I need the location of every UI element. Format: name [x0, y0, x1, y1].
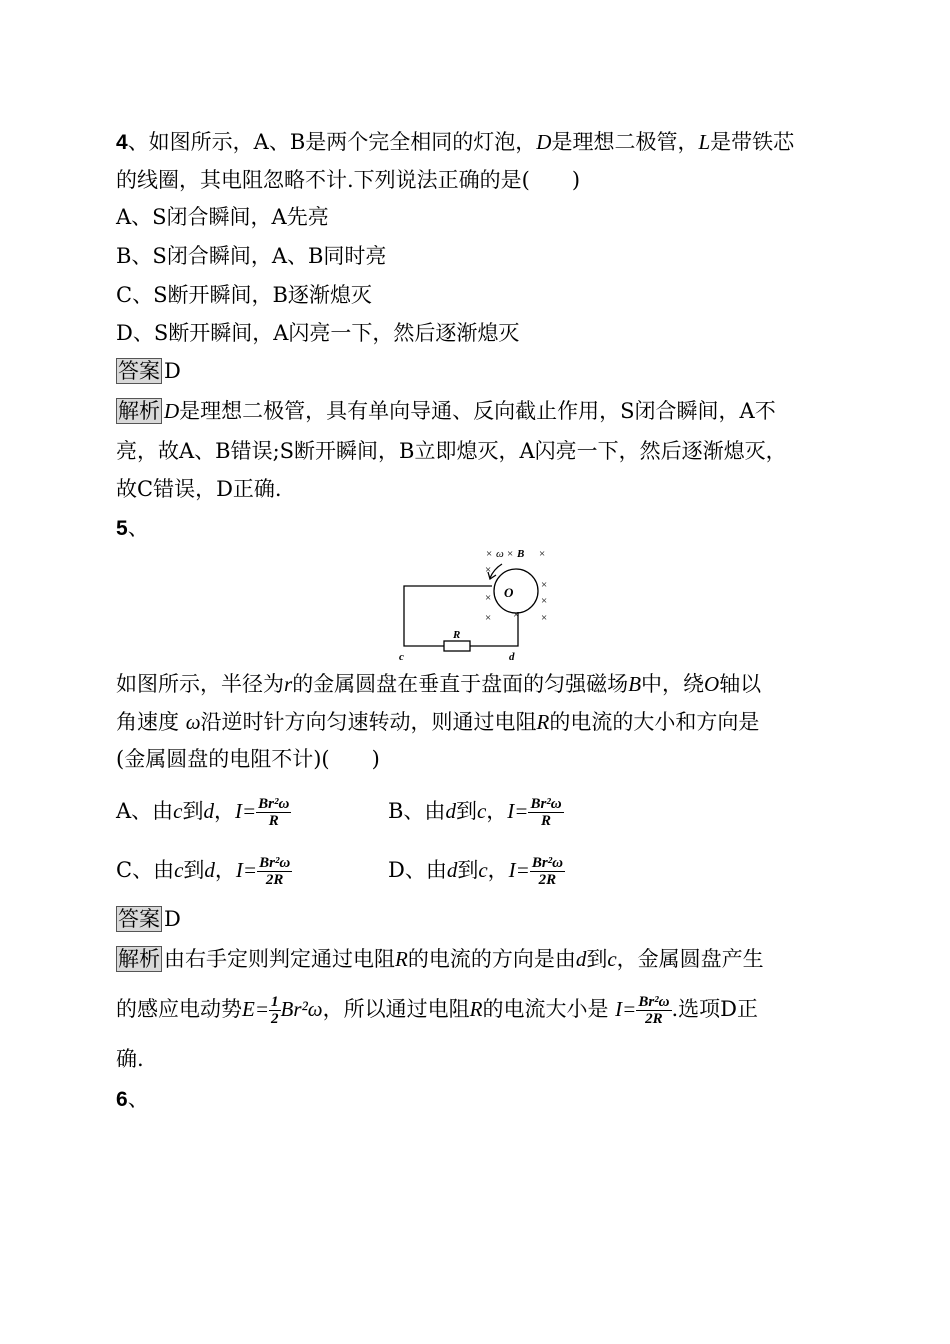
answer-value: D: [164, 359, 181, 383]
field-cross: ×: [507, 548, 514, 560]
q4-answer: [116, 357, 181, 385]
fraction: $\frac{\text{Br²ω}}{R}$: [530, 796, 562, 829]
q4-analysis-line2: 亮，故A、B错误;S断开瞬间，B立即熄灭，A闪亮一下，然后逐渐熄灭，: [116, 439, 787, 463]
q5-number: 5: [116, 517, 128, 540]
q5-option-a: A、由c到d，I= $\frac{\text{Br²ω}}{R}$: [116, 796, 290, 829]
q4-option-b: B、S闭合瞬间，A、B同时亮: [116, 244, 387, 268]
q5-stem-line1: 如图所示，半径为r的金属圆盘在垂直于盘面的匀强磁场B中，绕O轴以: [116, 672, 762, 696]
answer-tag: 答案: [118, 359, 160, 383]
fraction: $\frac{\text{Br²ω}}{R}$: [258, 796, 290, 829]
omega-label: ω: [496, 548, 504, 560]
field-cross: ×: [485, 592, 492, 604]
field-cross: ×: [541, 612, 548, 624]
field-cross: ×: [486, 548, 493, 560]
q4-stem-line1: 4、如图所示，A、B是两个完全相同的灯泡，D是理想二极管，L是带铁芯: [116, 130, 795, 154]
fraction: $\frac{\text{Br²ω}}{2R}$: [531, 855, 564, 888]
q5-heading: 5、: [116, 516, 149, 540]
field-cross: ×: [539, 548, 546, 560]
q5-option-b: B、由d到c，I= $\frac{\text{Br²ω}}{R}$: [388, 796, 562, 829]
field-cross: ×: [541, 595, 548, 607]
point-c-label: c: [399, 651, 404, 662]
analysis-tag: 解析: [118, 947, 160, 971]
point-d-label: d: [509, 651, 515, 662]
center-O-label: O: [504, 585, 514, 600]
analysis-tag: 解析: [118, 399, 160, 423]
metal-disk: [494, 569, 538, 613]
field-B-label: B: [517, 548, 525, 560]
field-cross: ×: [541, 579, 548, 591]
q4-option-c: C、S断开瞬间，B逐渐熄灭: [116, 283, 372, 307]
q6-number: 6: [116, 1088, 128, 1111]
answer-value: D: [164, 907, 181, 931]
q4-analysis-line1: 解析 D是理想二极管，具有单向导通、反向截止作用，S闭合瞬间，A不: [118, 399, 776, 423]
wire-right: [470, 612, 518, 646]
q5-answer: [116, 905, 181, 933]
q4-option-a: A、S闭合瞬间，A先亮: [116, 205, 329, 229]
q5-analysis-line1: 解析 由右手定则判定通过电阻R的电流的方向是由d到c，金属圆盘产生: [118, 947, 764, 971]
q6-heading: 6、: [116, 1087, 149, 1111]
q5-option-d: D、由d到c，I= $\frac{\text{Br²ω}}{2R}$: [388, 855, 564, 888]
q5-stem-line2: 角速度 ω沿逆时针方向匀速转动，则通过电阻R的电流的大小和方向是: [116, 710, 760, 734]
field-cross: ×: [513, 609, 520, 621]
fraction: $\frac{\text{Br²ω}}{2R}$: [638, 994, 670, 1027]
q4-number: 4: [116, 131, 128, 154]
q4-option-d: D、S断开瞬间，A闪亮一下，然后逐渐熄灭: [116, 321, 520, 345]
q5-analysis-line2: 的感应电动势E= $\frac{1}{2}$ Br²ω，所以通过电阻R的电流大小是 I= $\frac{\text{Br²ω}}{2R}$ .选项D正: [116, 994, 759, 1027]
resistor-R: [444, 641, 470, 651]
q5-stem-line3: (金属圆盘的电阻不计)( ): [116, 747, 380, 771]
fraction-half: $\frac{1}{2}$: [271, 994, 279, 1027]
q5-option-c: C、由c到d，I= $\frac{\text{Br²ω}}{2R}$: [116, 855, 291, 888]
fraction: $\frac{\text{Br²ω}}{2R}$: [259, 855, 291, 888]
q4-analysis-line3: 故C错误，D正确.: [116, 477, 282, 501]
q4-stem-line2: 的线圈，其电阻忽略不计.下列说法正确的是( ): [116, 168, 581, 192]
field-cross: ×: [485, 564, 492, 576]
wire-left: [404, 586, 492, 646]
field-cross: ×: [485, 612, 492, 624]
q5-analysis-line3: 确.: [116, 1047, 144, 1071]
q5-circuit-figure: [396, 542, 556, 662]
resistor-R-label: R: [453, 629, 461, 641]
answer-tag: 答案: [118, 907, 160, 931]
